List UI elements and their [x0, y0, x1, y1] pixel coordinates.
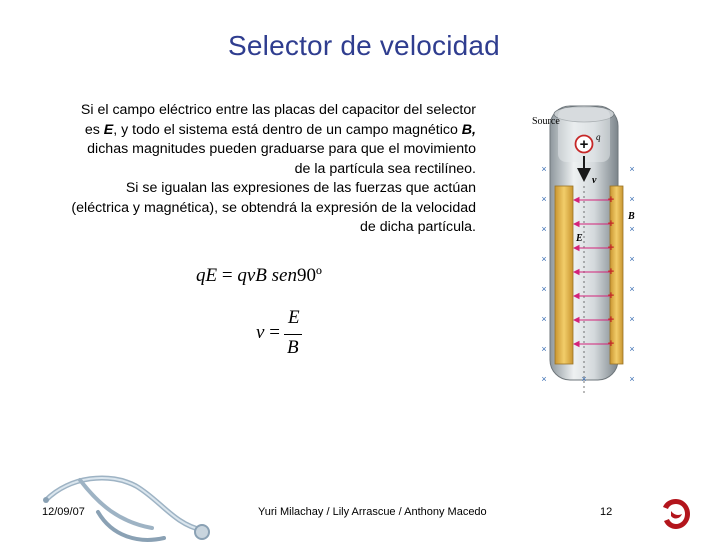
svg-text:×: ×	[629, 224, 635, 234]
svg-text:×: ×	[541, 284, 547, 294]
velocity-label: v	[592, 175, 597, 186]
slide-title: Selector de velocidad	[228, 30, 500, 61]
footer-page-number: 12	[600, 506, 613, 518]
negative-plate	[555, 186, 573, 364]
svg-text:×: ×	[541, 194, 547, 204]
university-logo-icon	[660, 497, 692, 531]
symbol-E: E	[103, 121, 114, 138]
para-line-2-pre: es	[84, 121, 104, 138]
svg-text:×: ×	[581, 374, 587, 384]
para-line-6: (eléctrica y magnética), se obtendrá la expresión de la velocidad	[71, 199, 476, 216]
b-field-label: B	[628, 211, 635, 222]
footer-date: 12/09/07	[42, 506, 85, 518]
svg-text:+: +	[607, 242, 615, 254]
eq1-equals: =	[217, 265, 238, 286]
svg-text:+: +	[607, 266, 615, 278]
eq2-numerator: E	[288, 307, 300, 328]
svg-text:×: ×	[629, 194, 635, 204]
svg-text:+: +	[607, 194, 615, 206]
e-field-label: E	[576, 233, 583, 244]
svg-text:+: +	[607, 338, 615, 350]
equation-velocity	[252, 305, 332, 361]
charge-label: q	[596, 132, 601, 142]
eq1-rhs: qvB sen	[237, 265, 297, 286]
svg-text:×: ×	[541, 344, 547, 354]
footer-authors: Yuri Milachay / Lily Arrascue / Anthony Macedo	[258, 506, 487, 518]
para-line-7: de dicha partícula.	[360, 219, 476, 235]
svg-text:×: ×	[629, 164, 635, 174]
para-line-4: de la partícula sea rectilíneo.	[294, 160, 476, 177]
svg-text:×: ×	[629, 284, 635, 294]
svg-text:×: ×	[541, 254, 547, 264]
source-label: Source	[532, 116, 560, 127]
eq2-lhs: v =	[256, 322, 280, 343]
velocity-selector-diagram	[528, 100, 654, 400]
body-paragraph	[36, 101, 476, 238]
svg-text:×: ×	[629, 254, 635, 264]
symbol-B: B	[461, 121, 473, 138]
svg-text:×: ×	[541, 224, 547, 234]
svg-text:+: +	[607, 218, 615, 230]
charge-plus: +	[579, 136, 589, 153]
para-line-3: dichas magnitudes pueden graduarse para que el movimiento	[87, 141, 476, 157]
eq2-fraction-bar	[284, 334, 302, 335]
para-line-2-post: ,	[472, 121, 476, 138]
svg-text:×: ×	[629, 344, 635, 354]
para-line-5: Si se igualan las expresiones de las fuerzas que actúan	[125, 180, 476, 196]
svg-text:×: ×	[629, 374, 635, 384]
para-line-1: Si el campo eléctrico entre las placas del capacitor del selector	[80, 102, 476, 118]
svg-text:+: +	[607, 314, 615, 326]
para-line-2-mid: , y todo el sistema está dentro de un campo magnético	[113, 121, 462, 138]
svg-text:×: ×	[629, 314, 635, 324]
svg-text:×: ×	[541, 314, 547, 324]
svg-text:×: ×	[541, 164, 547, 174]
svg-text:+: +	[607, 290, 615, 302]
eq2-denominator: B	[287, 337, 299, 358]
svg-text:×: ×	[541, 374, 547, 384]
eq1-lhs: qE	[196, 265, 218, 286]
equation-force-balance	[196, 265, 416, 287]
eq1-angle: 90º	[296, 265, 322, 286]
